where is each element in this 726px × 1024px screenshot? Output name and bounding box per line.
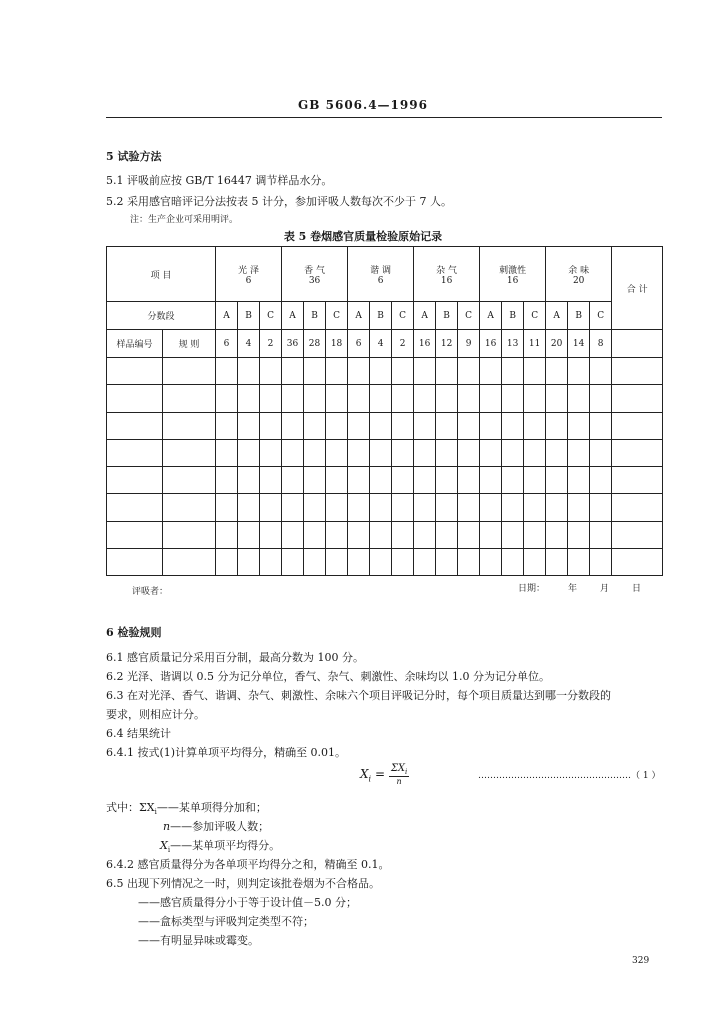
record-cell bbox=[436, 548, 458, 575]
record-cell bbox=[612, 412, 663, 439]
category-score: 6 bbox=[245, 275, 252, 286]
record-cell bbox=[546, 385, 568, 412]
grade-cell: B bbox=[436, 302, 458, 330]
record-cell bbox=[414, 358, 436, 385]
record-cell bbox=[436, 385, 458, 412]
category-name: 刺激性 bbox=[499, 265, 527, 276]
record-cell bbox=[348, 412, 370, 439]
record-cell bbox=[107, 439, 163, 466]
record-cell bbox=[414, 548, 436, 575]
record-cell bbox=[458, 358, 480, 385]
record-cell bbox=[107, 521, 163, 548]
record-cell bbox=[590, 412, 612, 439]
item-label: 项 目 bbox=[150, 270, 172, 281]
record-cell bbox=[568, 467, 590, 494]
rule-value-cell: 9 bbox=[458, 330, 480, 358]
item-header-cell bbox=[107, 247, 216, 302]
record-cell bbox=[436, 467, 458, 494]
record-cell bbox=[568, 548, 590, 575]
header-rule bbox=[106, 117, 662, 118]
record-cell bbox=[480, 412, 502, 439]
record-cell bbox=[502, 358, 524, 385]
grade-cell: B bbox=[370, 302, 392, 330]
rule-label-cell bbox=[163, 330, 216, 358]
grade-label-cell bbox=[107, 302, 216, 330]
record-cell bbox=[326, 358, 348, 385]
formula-1: $X_i$ = $\frac{\Sigma X_i}{n}$ bbox=[360, 763, 408, 786]
record-cell bbox=[216, 358, 238, 385]
record-cell bbox=[590, 385, 612, 412]
record-row bbox=[107, 439, 663, 466]
rule-value-cell: 13 bbox=[502, 330, 524, 358]
record-cell bbox=[282, 385, 304, 412]
record-cell bbox=[238, 412, 260, 439]
record-cell bbox=[326, 467, 348, 494]
category-name: 香 气 bbox=[304, 265, 325, 276]
record-cell bbox=[480, 385, 502, 412]
category-cell bbox=[348, 247, 414, 302]
record-cell bbox=[568, 385, 590, 412]
record-cell bbox=[163, 412, 216, 439]
record-cell bbox=[458, 467, 480, 494]
category-score: 6 bbox=[377, 275, 384, 286]
record-cell bbox=[568, 439, 590, 466]
record-cell bbox=[546, 439, 568, 466]
note-5: 注：生产企业可采用明评。 bbox=[130, 215, 239, 225]
category-cell bbox=[414, 247, 480, 302]
rule-value-cell: 36 bbox=[282, 330, 304, 358]
record-cell bbox=[282, 467, 304, 494]
record-cell bbox=[590, 521, 612, 548]
record-cell bbox=[524, 467, 546, 494]
clause-6-3-cont: 要求，则相应计分。 bbox=[106, 708, 205, 721]
grade-cell: C bbox=[326, 302, 348, 330]
record-cell bbox=[260, 385, 282, 412]
where-def-2: ——参加评吸人数； bbox=[170, 820, 270, 833]
record-cell bbox=[392, 412, 414, 439]
record-cell bbox=[163, 358, 216, 385]
rule-value-cell: 16 bbox=[414, 330, 436, 358]
record-cell bbox=[568, 412, 590, 439]
category-name: 余 味 bbox=[568, 265, 590, 276]
category-cell bbox=[546, 247, 612, 302]
record-cell bbox=[282, 412, 304, 439]
grade-cell: B bbox=[568, 302, 590, 330]
where-def-1: ——某单项得分加和； bbox=[156, 801, 267, 814]
rule-value-cell: 8 bbox=[590, 330, 612, 358]
record-cell bbox=[238, 467, 260, 494]
where-def-3: ——某单项平均得分。 bbox=[170, 839, 281, 852]
record-cell bbox=[436, 358, 458, 385]
record-cell bbox=[436, 494, 458, 521]
total-cell bbox=[612, 330, 663, 358]
date-label: 日期： bbox=[518, 584, 546, 594]
record-cell bbox=[348, 494, 370, 521]
grade-cell: B bbox=[304, 302, 326, 330]
record-cell bbox=[238, 385, 260, 412]
category-score: 20 bbox=[572, 275, 585, 286]
table-5-caption: 表 5 卷烟感官质量检验原始记录 bbox=[283, 230, 443, 243]
record-cell bbox=[392, 494, 414, 521]
record-cell bbox=[163, 494, 216, 521]
record-cell bbox=[524, 358, 546, 385]
record-cell bbox=[348, 439, 370, 466]
record-cell bbox=[524, 439, 546, 466]
record-cell bbox=[260, 358, 282, 385]
formula-numerator: ΣX bbox=[390, 763, 406, 774]
record-cell bbox=[348, 467, 370, 494]
record-cell bbox=[370, 412, 392, 439]
record-cell bbox=[304, 439, 326, 466]
record-cell bbox=[546, 521, 568, 548]
condition-2: ——盒标类型与评吸判定类型不符； bbox=[138, 915, 314, 928]
record-cell bbox=[216, 439, 238, 466]
record-cell bbox=[392, 548, 414, 575]
formula-denominator: n bbox=[396, 777, 402, 786]
evaluator-label: 评吸者： bbox=[132, 587, 169, 597]
record-cell bbox=[590, 548, 612, 575]
formula-lhs-sub: i bbox=[368, 774, 372, 784]
rule-value-cell: 12 bbox=[436, 330, 458, 358]
category-cell bbox=[282, 247, 348, 302]
record-cell bbox=[502, 467, 524, 494]
rule-value-cell: 16 bbox=[480, 330, 502, 358]
grade-cell: A bbox=[480, 302, 502, 330]
record-cell bbox=[612, 521, 663, 548]
grade-cell: A bbox=[282, 302, 304, 330]
category-name: 杂 气 bbox=[436, 265, 458, 276]
record-cell bbox=[414, 467, 436, 494]
clause-6-4-1: 6.4.1 按式(1)计算单项平均得分，精确至 0.01。 bbox=[106, 746, 347, 759]
condition-1: ——感官质量得分小于等于设计值－5.0 分； bbox=[138, 896, 357, 909]
record-cell bbox=[326, 494, 348, 521]
category-name: 谐 调 bbox=[370, 265, 392, 276]
record-cell bbox=[326, 521, 348, 548]
record-cell bbox=[326, 439, 348, 466]
record-cell bbox=[304, 385, 326, 412]
record-cell bbox=[238, 358, 260, 385]
record-cell bbox=[612, 494, 663, 521]
record-cell bbox=[612, 467, 663, 494]
rule-value-cell: 11 bbox=[524, 330, 546, 358]
record-cell bbox=[480, 358, 502, 385]
record-cell bbox=[282, 358, 304, 385]
record-cell bbox=[392, 467, 414, 494]
grade-cell: A bbox=[348, 302, 370, 330]
record-cell bbox=[392, 385, 414, 412]
record-cell bbox=[480, 494, 502, 521]
formula-numerator-sub: i bbox=[405, 768, 408, 776]
record-cell bbox=[590, 358, 612, 385]
record-cell bbox=[480, 439, 502, 466]
rule-value-cell: 18 bbox=[326, 330, 348, 358]
record-cell bbox=[304, 548, 326, 575]
grade-cell: C bbox=[590, 302, 612, 330]
record-cell bbox=[370, 439, 392, 466]
record-cell bbox=[216, 521, 238, 548]
where-line-3 bbox=[160, 837, 280, 854]
record-cell bbox=[502, 494, 524, 521]
record-cell bbox=[480, 467, 502, 494]
record-cell bbox=[590, 439, 612, 466]
record-cell bbox=[348, 521, 370, 548]
category-score: 36 bbox=[308, 275, 321, 286]
record-cell bbox=[436, 439, 458, 466]
record-row bbox=[107, 385, 663, 412]
clause-6-3: 6.3 在对光泽、香气、谐调、杂气、刺激性、余味六个项目评吸记分时，每个项目质量达到哪一分数段的 bbox=[106, 689, 611, 702]
record-row bbox=[107, 548, 663, 575]
where-symbol-x-sub: i bbox=[167, 846, 171, 855]
record-cell bbox=[216, 467, 238, 494]
record-cell bbox=[370, 521, 392, 548]
record-cell bbox=[304, 494, 326, 521]
clause-6-4-2: 6.4.2 感官质量得分为各单项平均得分之和，精确至 0.1。 bbox=[106, 858, 390, 871]
record-cell bbox=[304, 412, 326, 439]
record-cell bbox=[282, 439, 304, 466]
record-cell bbox=[107, 412, 163, 439]
record-cell bbox=[414, 521, 436, 548]
grade-cell: C bbox=[392, 302, 414, 330]
record-cell bbox=[260, 548, 282, 575]
record-cell bbox=[348, 548, 370, 575]
record-cell bbox=[163, 521, 216, 548]
clause-6-4: 6.4 结果统计 bbox=[106, 727, 171, 740]
record-cell bbox=[590, 494, 612, 521]
condition-3: ——有明显异味或霉变。 bbox=[138, 934, 259, 947]
record-cell bbox=[107, 494, 163, 521]
record-cell bbox=[216, 385, 238, 412]
record-cell bbox=[282, 521, 304, 548]
record-cell bbox=[163, 439, 216, 466]
record-cell bbox=[282, 548, 304, 575]
day-label: 日 bbox=[632, 584, 642, 594]
month-label: 月 bbox=[600, 584, 610, 594]
record-cell bbox=[348, 385, 370, 412]
rule-value-cell: 14 bbox=[568, 330, 590, 358]
record-cell bbox=[414, 385, 436, 412]
record-cell bbox=[546, 358, 568, 385]
record-cell bbox=[238, 548, 260, 575]
grade-cell: C bbox=[458, 302, 480, 330]
rule-value-cell: 2 bbox=[392, 330, 414, 358]
document-header: GB 5606.4—1996 bbox=[298, 98, 428, 112]
record-cell bbox=[524, 385, 546, 412]
record-cell bbox=[502, 521, 524, 548]
grade-cell: B bbox=[502, 302, 524, 330]
page-number: 329 bbox=[632, 956, 650, 966]
category-score: 16 bbox=[440, 275, 453, 286]
record-cell bbox=[216, 494, 238, 521]
record-cell bbox=[458, 385, 480, 412]
record-cell bbox=[414, 412, 436, 439]
record-cell bbox=[502, 412, 524, 439]
record-cell bbox=[612, 358, 663, 385]
clause-6-1: 6.1 感官质量记分采用百分制，最高分数为 100 分。 bbox=[106, 651, 364, 664]
rule-value-cell: 20 bbox=[546, 330, 568, 358]
clause-5-2: 5.2 采用感官暗评记分法按表 5 计分，参加评吸人数每次不少于 7 人。 bbox=[106, 195, 452, 208]
record-cell bbox=[568, 358, 590, 385]
record-cell bbox=[458, 521, 480, 548]
grade-cell: A bbox=[414, 302, 436, 330]
where-symbol-n: n bbox=[163, 820, 171, 833]
record-cell bbox=[392, 521, 414, 548]
record-cell bbox=[326, 385, 348, 412]
formula-tag: ……………………………………………（ 1 ） bbox=[478, 771, 661, 781]
record-cell bbox=[238, 521, 260, 548]
record-cell bbox=[458, 494, 480, 521]
record-cell bbox=[546, 467, 568, 494]
record-cell bbox=[370, 494, 392, 521]
rule-label: 规 则 bbox=[178, 340, 200, 350]
total-label: 合 计 bbox=[626, 284, 648, 295]
record-cell bbox=[216, 548, 238, 575]
record-cell bbox=[260, 439, 282, 466]
record-cell bbox=[612, 385, 663, 412]
year-label: 年 bbox=[568, 584, 578, 594]
sample-no-cell bbox=[107, 330, 163, 358]
record-cell bbox=[546, 548, 568, 575]
clause-6-5: 6.5 出现下列情况之一时，则判定该批卷烟为不合格品。 bbox=[106, 877, 380, 890]
where-symbol-x: X bbox=[160, 839, 168, 852]
record-row bbox=[107, 521, 663, 548]
record-cell bbox=[480, 521, 502, 548]
grade-cell: C bbox=[524, 302, 546, 330]
formula-lhs: X bbox=[360, 767, 369, 781]
record-cell bbox=[458, 548, 480, 575]
record-cell bbox=[414, 439, 436, 466]
record-row bbox=[107, 358, 663, 385]
record-cell bbox=[260, 467, 282, 494]
record-cell bbox=[612, 548, 663, 575]
record-cell bbox=[370, 385, 392, 412]
record-cell bbox=[260, 494, 282, 521]
record-cell bbox=[370, 467, 392, 494]
record-cell bbox=[238, 494, 260, 521]
record-cell bbox=[458, 412, 480, 439]
record-cell bbox=[260, 521, 282, 548]
record-cell bbox=[348, 358, 370, 385]
grade-cell: A bbox=[216, 302, 238, 330]
record-cell bbox=[524, 494, 546, 521]
grade-cell: C bbox=[260, 302, 282, 330]
record-cell bbox=[590, 467, 612, 494]
record-row bbox=[107, 494, 663, 521]
record-cell bbox=[107, 385, 163, 412]
record-cell bbox=[546, 494, 568, 521]
record-cell bbox=[568, 494, 590, 521]
where-intro-sub: i bbox=[154, 808, 157, 817]
record-cell bbox=[370, 548, 392, 575]
record-cell bbox=[502, 439, 524, 466]
record-row bbox=[107, 412, 663, 439]
record-row bbox=[107, 467, 663, 494]
record-cell bbox=[392, 358, 414, 385]
where-line-1 bbox=[106, 799, 267, 816]
record-cell bbox=[436, 521, 458, 548]
category-cell bbox=[216, 247, 282, 302]
record-cell bbox=[326, 548, 348, 575]
where-intro: 式中：ΣX bbox=[106, 801, 155, 814]
record-cell bbox=[304, 467, 326, 494]
grade-cell: B bbox=[238, 302, 260, 330]
record-cell bbox=[524, 548, 546, 575]
record-cell bbox=[502, 385, 524, 412]
record-cell bbox=[260, 412, 282, 439]
rule-value-cell: 28 bbox=[304, 330, 326, 358]
record-cell bbox=[238, 439, 260, 466]
record-cell bbox=[326, 412, 348, 439]
record-cell bbox=[163, 385, 216, 412]
rule-value-cell: 4 bbox=[370, 330, 392, 358]
where-line-2 bbox=[163, 818, 269, 834]
record-cell bbox=[524, 521, 546, 548]
category-name: 光 泽 bbox=[238, 265, 259, 276]
category-cell bbox=[480, 247, 546, 302]
section-5-title: 5 试验方法 bbox=[106, 150, 162, 163]
section-6-title: 6 检验规则 bbox=[106, 626, 162, 639]
rule-value-cell: 2 bbox=[260, 330, 282, 358]
record-cell bbox=[568, 521, 590, 548]
record-cell bbox=[546, 412, 568, 439]
record-cell bbox=[458, 439, 480, 466]
rule-value-cell: 6 bbox=[216, 330, 238, 358]
clause-6-2: 6.2 光泽、谐调以 0.5 分为记分单位，香气、杂气、刺激性、余味均以 1.0 分为记分单位。 bbox=[106, 670, 550, 683]
record-cell bbox=[480, 548, 502, 575]
clause-5-1: 5.1 评吸前应按 GB/T 16447 调节样品水分。 bbox=[106, 174, 333, 187]
grade-cell: A bbox=[546, 302, 568, 330]
category-score: 16 bbox=[506, 275, 519, 286]
record-cell bbox=[304, 358, 326, 385]
record-cell bbox=[216, 412, 238, 439]
record-table bbox=[106, 246, 663, 576]
record-cell bbox=[612, 439, 663, 466]
record-cell bbox=[163, 467, 216, 494]
grade-label: 分数段 bbox=[147, 312, 175, 322]
rule-value-cell: 4 bbox=[238, 330, 260, 358]
record-cell bbox=[282, 494, 304, 521]
rule-value-cell: 6 bbox=[348, 330, 370, 358]
record-cell bbox=[414, 494, 436, 521]
record-cell bbox=[370, 358, 392, 385]
sample-no-label: 样品编号 bbox=[116, 340, 153, 350]
total-header-cell bbox=[612, 247, 663, 330]
record-cell bbox=[107, 548, 163, 575]
formula-fraction bbox=[389, 763, 409, 786]
record-cell bbox=[502, 548, 524, 575]
record-cell bbox=[436, 412, 458, 439]
record-cell bbox=[107, 358, 163, 385]
record-cell bbox=[163, 548, 216, 575]
record-cell bbox=[304, 521, 326, 548]
record-cell bbox=[107, 467, 163, 494]
record-cell bbox=[524, 412, 546, 439]
record-cell bbox=[392, 439, 414, 466]
